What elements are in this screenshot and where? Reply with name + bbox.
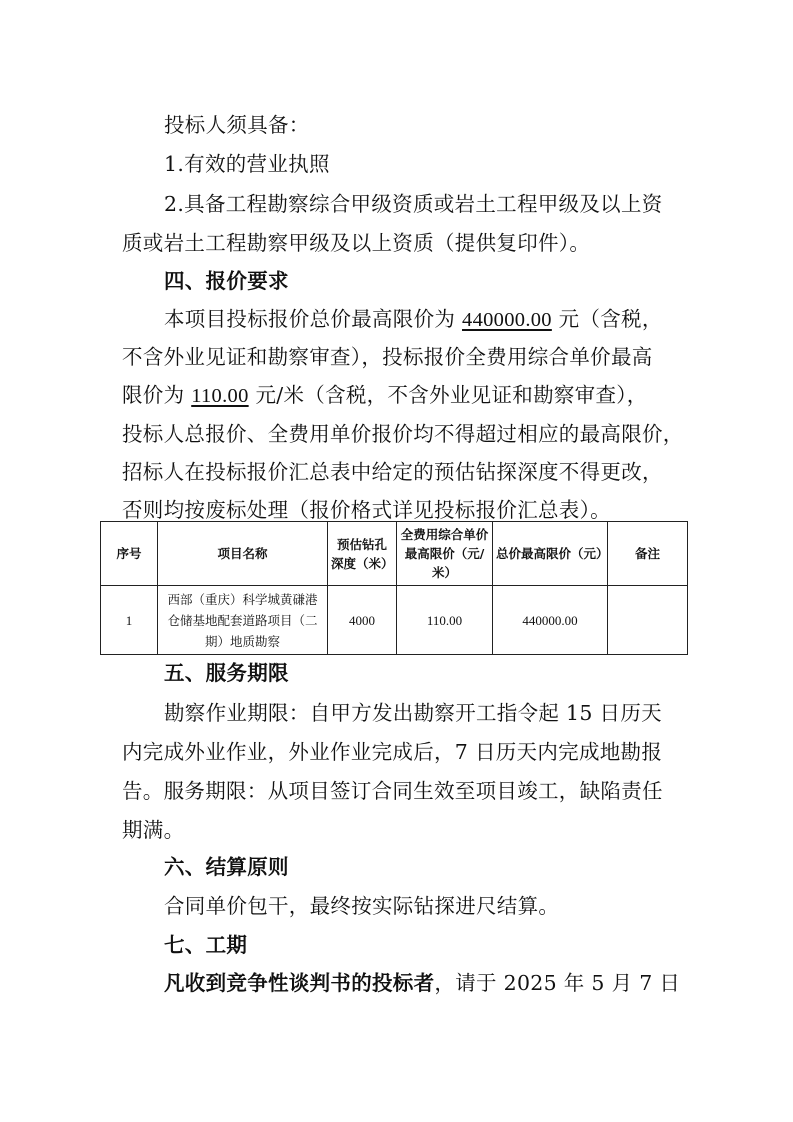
para-price-line-5: 招标人在投标报价汇总表中给定的预估钻探深度不得更改，	[122, 460, 663, 484]
para-price-line-3	[122, 378, 648, 408]
para-price-line-4: 投标人总报价、全费用单价报价均不得超过相应的最高限价，	[122, 422, 684, 446]
line-requirement-2b: 质或岩土工程勘察甲级及以上资质（提供复印件）。	[122, 231, 591, 255]
header-depth: 预估钻孔深度（米）	[328, 522, 397, 586]
para-schedule-line-1	[164, 966, 680, 996]
table-row	[101, 586, 688, 655]
header-name: 项目名称	[158, 522, 328, 586]
para-service-line-3: 告。服务期限：从项目签订合同生效至项目竣工，缺陷责任	[122, 779, 663, 803]
cell-name: 西部（重庆）科学城黄磏港仓储基地配套道路项目（二期）地质勘察	[158, 586, 328, 655]
para-settlement: 合同单价包干，最终按实际钻探进尺结算。	[164, 894, 560, 918]
unit-price-limit: 110.00	[191, 385, 249, 407]
header-note: 备注	[608, 522, 688, 586]
line-requirements-intro: 投标人须具备：	[164, 113, 310, 137]
total-price-limit: 440000.00	[462, 309, 552, 331]
text: 元（含税，	[551, 307, 663, 331]
header-total: 总价最高限价（元）	[493, 522, 608, 586]
text: 元/米（含税，不含外业见证和勘察审查），	[248, 383, 648, 407]
table-header-row	[101, 522, 688, 586]
bidder-notice: 凡收到竞争性谈判书的投标者	[164, 971, 435, 995]
text: 限价为	[122, 383, 192, 407]
cell-note	[608, 586, 688, 655]
text: 本项目投标报价总价最高限价为	[164, 307, 463, 331]
line-requirement-2a: 2.具备工程勘察综合甲级资质或岩土工程甲级及以上资	[164, 192, 663, 216]
cell-total: 440000.00	[493, 586, 608, 655]
line-requirement-1: 1.有效的营业执照	[164, 152, 330, 176]
para-service-line-2: 内完成外业作业，外业作业完成后，7 日历天内完成地勘报	[122, 740, 663, 764]
para-price-line-1	[164, 302, 663, 332]
text: ，请于 2025 年 5 月 7 日	[434, 971, 681, 995]
para-price-line-6: 否则均按废标处理（报价格式详见投标报价汇总表）。	[122, 498, 611, 522]
section-heading-6: 六、结算原则	[164, 855, 289, 879]
para-service-line-1: 勘察作业期限：自甲方发出勘察开工指令起 15 日历天	[164, 701, 662, 725]
section-heading-5: 五、服务期限	[164, 661, 289, 685]
quote-table	[100, 521, 688, 655]
header-unit-price: 全费用综合单价最高限价（元/米）	[397, 522, 493, 586]
cell-unit-price: 110.00	[397, 586, 493, 655]
cell-seq: 1	[101, 586, 158, 655]
para-service-line-4: 期满。	[122, 818, 185, 842]
section-heading-7: 七、工期	[164, 933, 248, 957]
cell-depth: 4000	[328, 586, 397, 655]
section-heading-4: 四、报价要求	[164, 269, 289, 293]
para-price-line-2: 不含外业见证和勘察审查），投标报价全费用综合单价最高	[122, 345, 653, 369]
header-seq: 序号	[101, 522, 158, 586]
